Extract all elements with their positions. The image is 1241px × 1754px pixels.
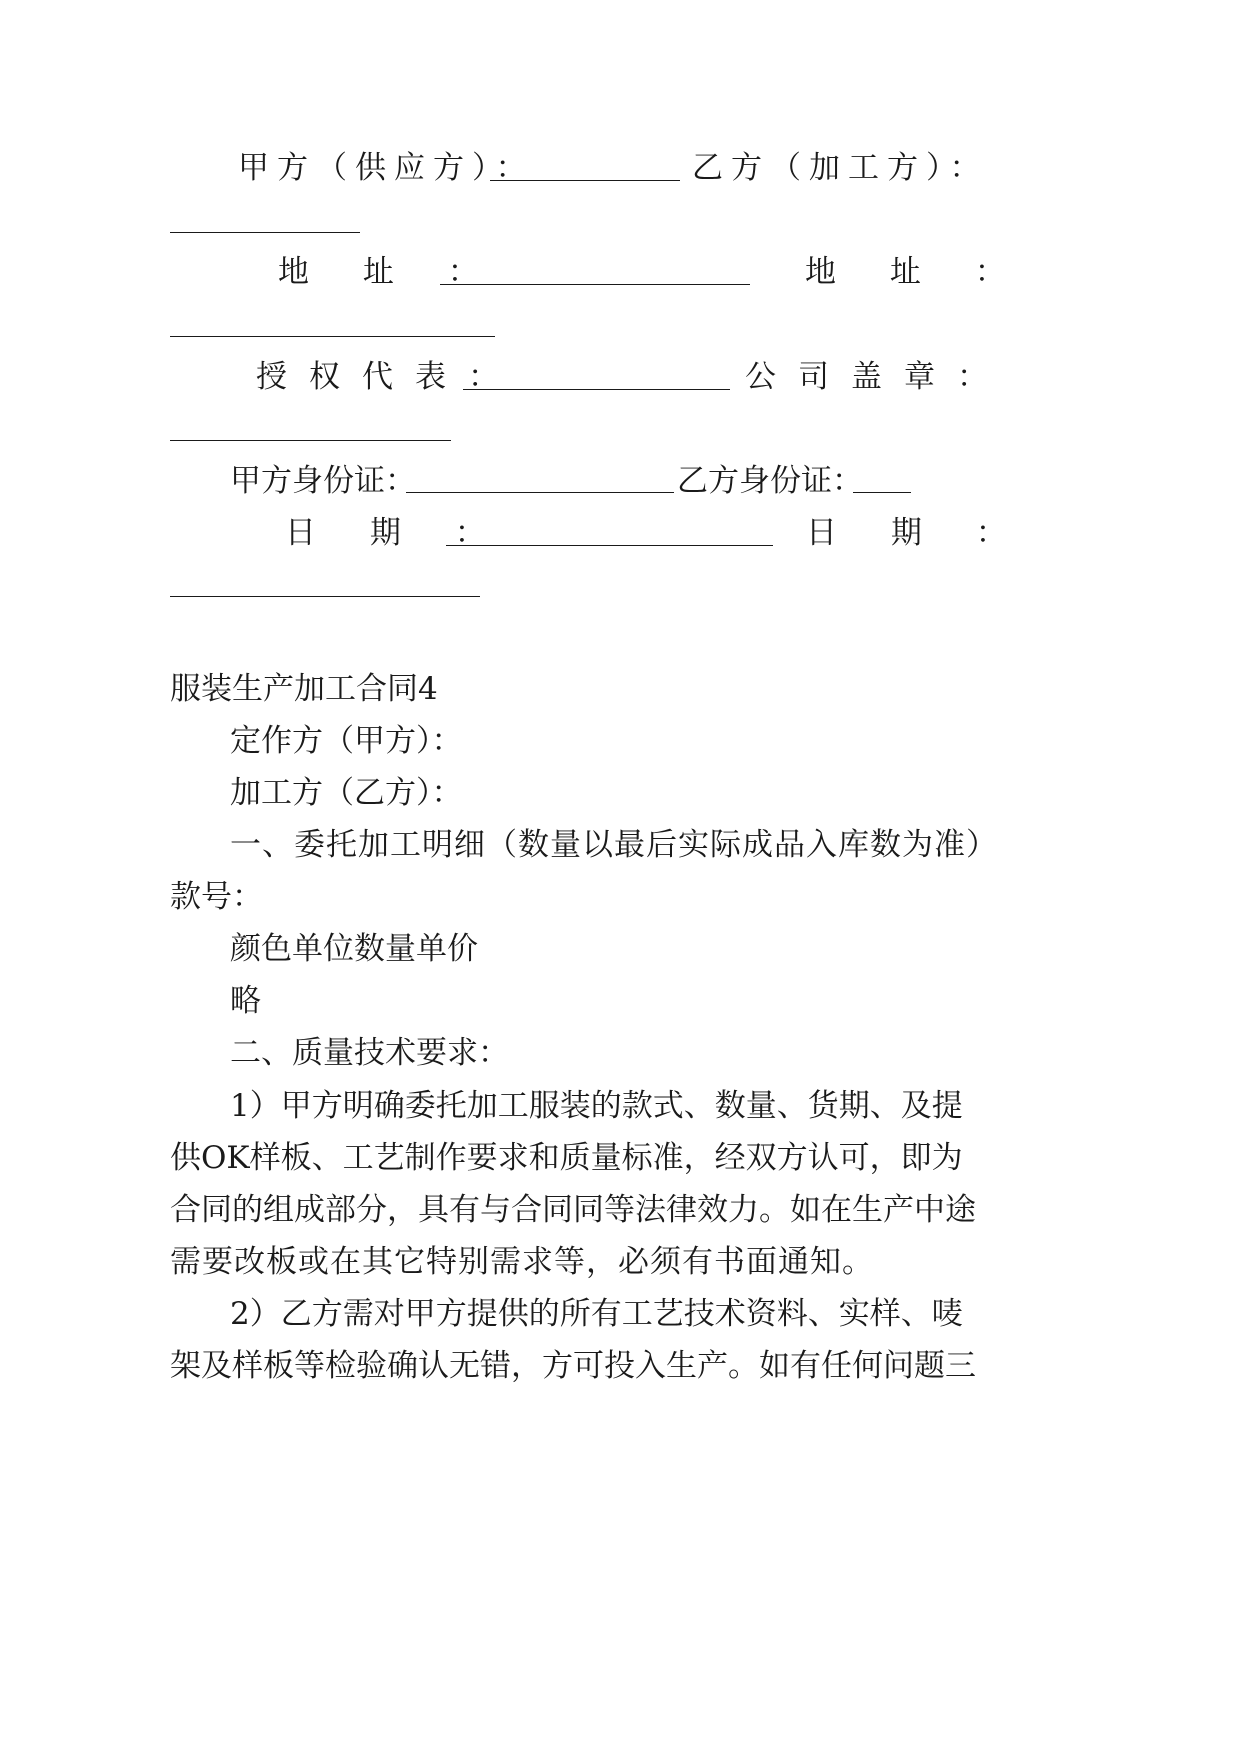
party-b-label: 乙方（加工方）： bbox=[692, 150, 989, 186]
clause1-line-1: 1）甲方明确委托加工服装的款式、数量、货期、及提 bbox=[230, 1088, 963, 1124]
address-b-label: 地 址 ： bbox=[805, 254, 1028, 290]
date-a-blank[interactable] bbox=[446, 545, 773, 546]
id-a-blank[interactable] bbox=[406, 492, 674, 493]
clause2-line-2: 架及样板等检验确认无错，方可投入生产。如有任何问题三 bbox=[170, 1348, 976, 1384]
seal-label: 公司盖章： bbox=[745, 359, 1010, 395]
id-b-label: 乙方身份证： bbox=[677, 463, 863, 499]
clause1-line-4: 需要改板或在其它特别需求等，必须有书面通知。 bbox=[170, 1244, 874, 1280]
party-b-blank[interactable] bbox=[170, 232, 360, 233]
section2-heading: 二、质量技术要求： bbox=[230, 1035, 509, 1071]
style-no-label: 款号： bbox=[170, 879, 263, 915]
date-b-label: 日 期 ： bbox=[806, 515, 1029, 551]
clause1-line-3: 合同的组成部分，具有与合同同等法律效力。如在生产中途 bbox=[170, 1192, 976, 1228]
rep-label: 授权代表： bbox=[256, 359, 521, 395]
party-a-blank[interactable] bbox=[490, 180, 680, 181]
address-b-blank[interactable] bbox=[170, 336, 495, 337]
table-header: 颜色单位数量单价 bbox=[230, 931, 478, 967]
clause2-line-1: 2）乙方需对甲方提供的所有工艺技术资料、实样、唛 bbox=[230, 1296, 963, 1332]
party-a-label: 甲方（供应方）： bbox=[238, 150, 535, 186]
date-a-label: 日 期 ： bbox=[285, 515, 508, 551]
section1-heading: 一、委托加工明细（数量以最后实际成品入库数为准） bbox=[230, 827, 998, 863]
id-b-blank[interactable] bbox=[853, 492, 911, 493]
processor-label: 加工方（乙方）： bbox=[230, 775, 463, 811]
clause1-line-2: 供OK样板、工艺制作要求和质量标准，经双方认可，即为 bbox=[170, 1140, 963, 1176]
rep-blank[interactable] bbox=[463, 389, 730, 390]
omitted-note: 略 bbox=[230, 983, 261, 1019]
seal-blank[interactable] bbox=[170, 440, 451, 441]
address-a-label: 地 址 ： bbox=[278, 254, 501, 290]
address-a-blank[interactable] bbox=[440, 284, 750, 285]
contract-title: 服装生产加工合同4 bbox=[170, 671, 438, 707]
orderer-label: 定作方（甲方）： bbox=[230, 723, 463, 759]
date-b-blank[interactable] bbox=[170, 596, 480, 597]
id-a-label: 甲方身份证： bbox=[230, 463, 416, 499]
